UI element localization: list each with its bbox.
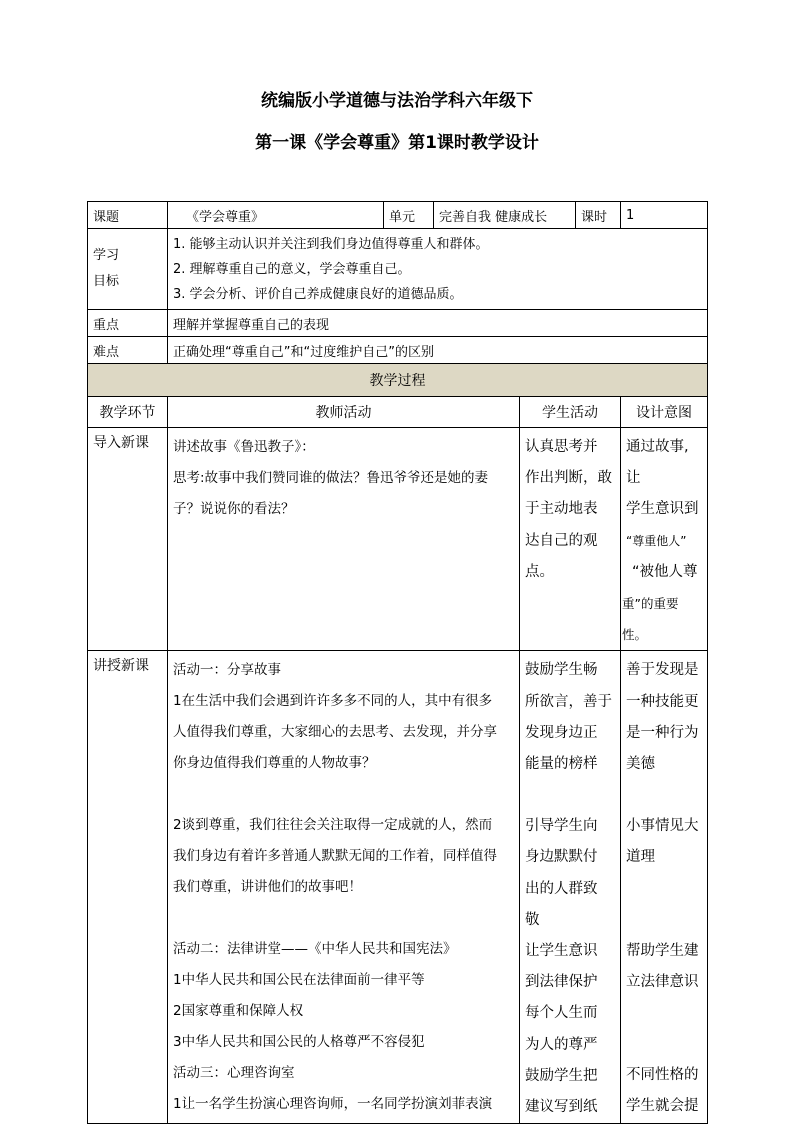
goals-label: 学习目标 (88, 229, 168, 310)
intro-row (88, 428, 708, 651)
unit-value: 完善自我 健康成长 (434, 202, 576, 229)
document-title: 统编版小学道德与法治学科六年级下 (261, 91, 533, 111)
col-teacher: 教师活动 (168, 397, 520, 428)
topic-value: 《学会尊重》 (168, 202, 384, 229)
col-stage: 教学环节 (88, 397, 168, 428)
intro-stage: 导入新课 (88, 428, 168, 651)
difficulty-value: 正确处理“尊重自己”和“过度维护自己”的区别 (168, 337, 708, 364)
col-student: 学生活动 (520, 397, 621, 428)
lecture-row (88, 651, 708, 1124)
col-intent: 设计意图 (621, 397, 708, 428)
goal-item: 2. 理解尊重自己的意义，学会尊重自己。 (173, 261, 411, 277)
process-header-row (88, 364, 708, 397)
intro-student: 认真思考并 作出判断，敢 于主动地表 达自己的观 点。 (520, 428, 621, 651)
period-label: 课时 (576, 202, 621, 229)
document-subtitle: 第一课《学会尊重》第1课时教学设计 (255, 133, 539, 153)
unit-label: 单元 (384, 202, 434, 229)
column-header-row (88, 397, 708, 428)
topic-label: 课题 (88, 202, 168, 229)
lecture-stage: 讲授新课 (88, 651, 168, 1124)
key-point-row (88, 310, 708, 337)
key-point-label: 重点 (88, 310, 168, 337)
intro-intent: 通过故事,让 学生意识到 “尊重他人” “被他人尊 重”的重要性。 (621, 428, 708, 651)
goals-list (168, 229, 708, 310)
process-header: 教学过程 (88, 364, 708, 397)
difficulty-label: 难点 (88, 337, 168, 364)
key-point-value: 理解并掌握尊重自己的表现 (168, 310, 708, 337)
lecture-student: 鼓励学生畅 所欲言，善于 发现身边正 能量的榜样 引导学生向 身边默默付 出的人群致 敬 让学生意识 到法律保护 每个人生而 为人的尊严 鼓励学生把 建议写到纸 (520, 651, 621, 1124)
goals-row (88, 229, 708, 310)
intro-teacher: 讲述故事《鲁迅教子》： 思考:故事中我们赞同谁的做法？鲁迅爷爷还是她的妻 子？说说你的看法？ (168, 428, 520, 651)
goal-item: 1. 能够主动认识并关注到我们身边值得尊重人和群体。 (173, 236, 489, 252)
info-row (88, 202, 708, 229)
lecture-intent: 善于发现是 一种技能更 是一种行为 美德 小事情见大 道理 帮助学生建 立法律意识 不同性格的 学生就会提 (621, 651, 708, 1124)
goal-item: 3. 学会分析、评价自己养成健康良好的道德品质。 (173, 286, 463, 302)
lesson-plan-table (87, 201, 708, 1124)
difficulty-row (88, 337, 708, 364)
lecture-teacher: 活动一：分享故事 1在生活中我们会遇到许许多多不同的人，其中有很多 人值得我们尊重，大家细心的去思考、去发现，并分享 你身边值得我们尊重的人物故事？ 2谈到尊重，我们往往会关注取得一定成就的人，然而 我们身边有着许多普通人默默无闻的工作着，同样值得 我们尊重，讲讲他们的故事吧！ 活动二：法律讲堂——《中华人民共和国宪法》 1中华人民共和国公民在法律面前一律平等 2国家尊重和保障人权 3中华人民共和国公民的人格尊严不容侵犯 活动三：心理咨询室 1让一名学生扮演心理咨询师，一名同学扮演刘菲表演 (168, 651, 520, 1124)
period-value: 1 (621, 202, 708, 229)
